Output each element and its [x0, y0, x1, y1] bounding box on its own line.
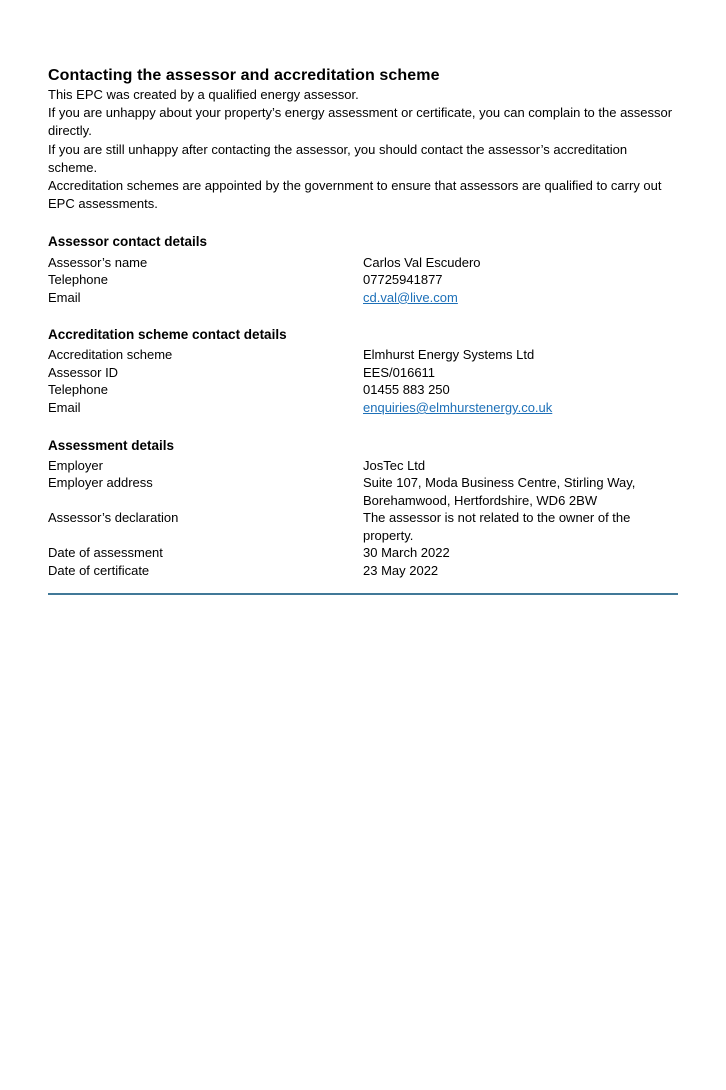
detail-row-scheme-email: [48, 399, 678, 417]
row-value: The assessor is not related to the owner of the property.: [363, 510, 631, 543]
row-label: Assessor ID: [48, 364, 119, 380]
detail-row-assessor-id: [48, 364, 678, 382]
row-value: Suite 107, Moda Business Centre, Stirling Way, Borehamwood, Hertfordshire, WD6 2BW: [363, 475, 636, 508]
detail-row-date-of-certificate: [48, 562, 678, 580]
row-label: Date of certificate: [48, 562, 150, 578]
row-label: Date of assessment: [48, 545, 163, 561]
row-label: Assessor’s name: [48, 254, 148, 270]
row-value: 07725941877: [363, 272, 443, 288]
detail-row-assessor-email: [48, 289, 678, 307]
row-label: Telephone: [48, 272, 108, 288]
section-assessment-details: [48, 438, 678, 580]
row-label: Email: [48, 289, 81, 305]
intro-paragraph: This EPC was created by a qualified energy assessor.: [48, 87, 359, 102]
row-value: 01455 883 250: [363, 382, 450, 398]
complain-scheme-paragraph: If you are still unhappy after contacting the assessor, you should contact the assessor’s accreditation scheme.: [48, 141, 628, 175]
row-label: Email: [48, 399, 81, 415]
section-divider: [48, 593, 678, 595]
row-value: 23 May 2022: [363, 562, 439, 578]
row-value: EES/016611: [363, 364, 436, 380]
detail-row-accreditation-scheme: [48, 346, 678, 364]
detail-row-scheme-telephone: [48, 381, 678, 399]
row-value: JosTec Ltd: [363, 457, 426, 473]
row-value: [363, 399, 658, 417]
row-value: Carlos Val Escudero: [363, 254, 481, 270]
row-label: Accreditation scheme: [48, 347, 173, 363]
section-heading-accreditation-scheme-contact-details: Accreditation scheme contact details: [48, 327, 287, 343]
row-label: Employer: [48, 457, 103, 473]
detail-row-assessor-declaration: [48, 509, 678, 544]
page-title: Contacting the assessor and accreditation scheme: [48, 67, 440, 84]
row-value: 30 March 2022: [363, 545, 450, 561]
row-label: Employer address: [48, 475, 153, 491]
detail-row-assessor-telephone: [48, 271, 678, 289]
detail-row-employer: [48, 457, 678, 475]
row-value: Elmhurst Energy Systems Ltd: [363, 347, 535, 363]
complain-assessor-paragraph: If you are unhappy about your property’s energy assessment or certificate, you can complain to the assessor directly.: [48, 105, 673, 139]
row-value: [363, 289, 658, 307]
section-accreditation-scheme-contact-details: [48, 327, 678, 416]
detail-row-employer-address: [48, 474, 678, 509]
accreditation-schemes-paragraph: Accreditation schemes are appointed by the government to ensure that assessors are qualified to carry out EPC assessments.: [48, 177, 662, 212]
row-label: Assessor’s declaration: [48, 510, 179, 526]
section-heading-assessment-details: Assessment details: [48, 437, 175, 453]
document-page: [0, 66, 726, 595]
section-assessor-contact-details: [48, 234, 678, 306]
row-label: Telephone: [48, 382, 108, 398]
scheme-email-link[interactable]: enquiries@elmhurstenergy.co.uk: [363, 399, 553, 415]
detail-row-assessor-name: [48, 254, 678, 272]
section-heading-assessor-contact-details: Assessor contact details: [48, 234, 208, 250]
assessor-email-link[interactable]: cd.val@live.com: [363, 289, 458, 305]
detail-row-date-of-assessment: [48, 544, 678, 562]
